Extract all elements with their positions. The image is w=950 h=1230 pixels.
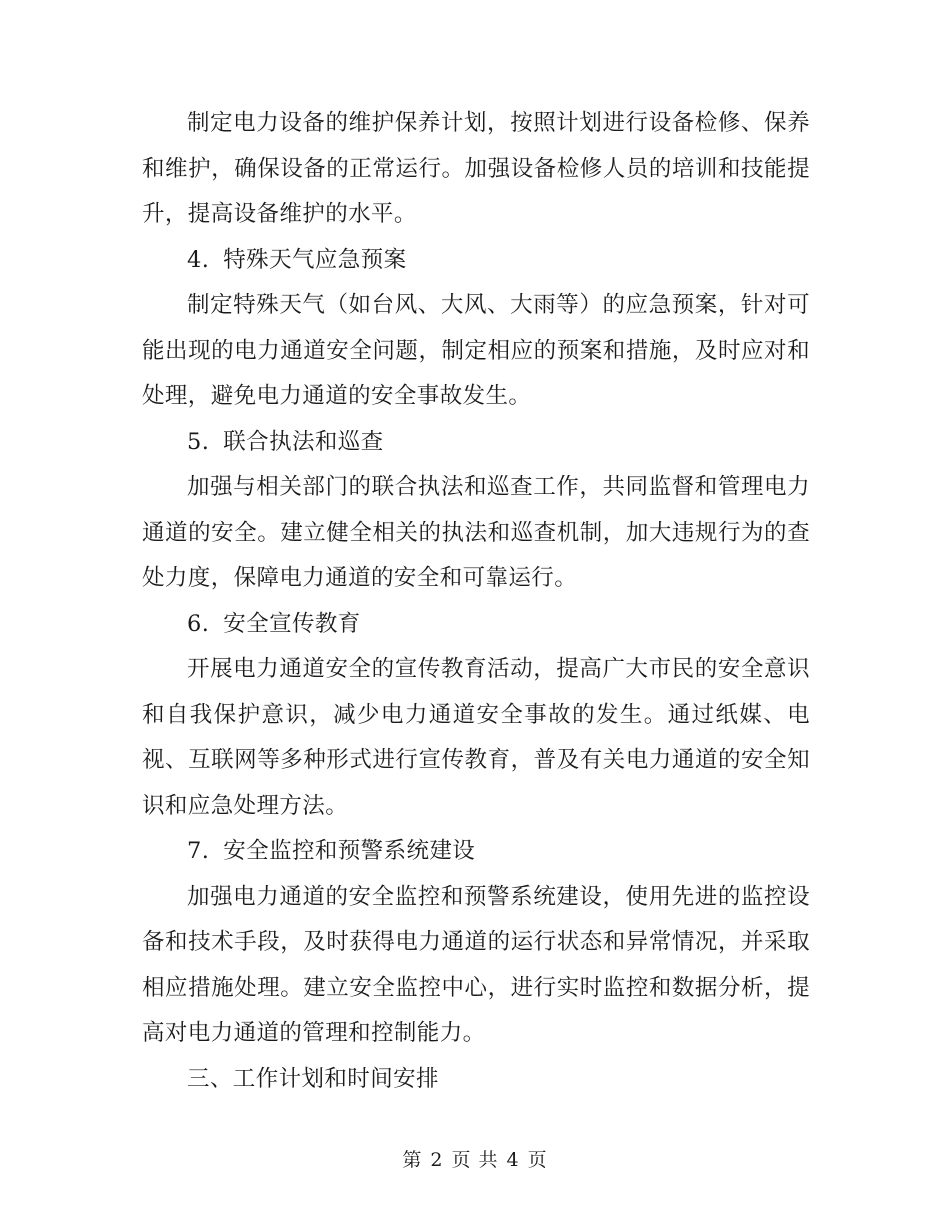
paragraph-joint-enforcement: 加强与相关部门的联合执法和巡查工作，共同监督和管理电力通道的安全。建立健全相关的执法和巡查机制，加大违规行为的查处力度，保障电力通道的安全和可靠运行。 xyxy=(142,474,810,591)
footer-suffix: 页 xyxy=(527,1149,548,1171)
section-title: 安全监控和预警系统建设 xyxy=(223,838,476,864)
page-footer xyxy=(0,1145,950,1172)
paragraph-safety-education: 开展电力通道安全的宣传教育活动，提高广大市民的安全意识和自我保护意识，减少电力通道安全事故的发生。通过纸媒、电视、互联网等多种形式进行宣传教育，普及有关电力通道的安全知识和应急处理方法。 xyxy=(142,656,810,819)
document-body xyxy=(142,101,810,1102)
section-heading-7 xyxy=(142,829,810,875)
section-heading-6 xyxy=(142,602,810,648)
total-pages-number: 4 xyxy=(506,1149,520,1171)
footer-prefix: 第 xyxy=(402,1149,423,1171)
section-number: 6. xyxy=(187,610,210,637)
paragraph-maintenance-plan: 制定电力设备的维护保养计划，按照计划进行设备检修、保养和维护，确保设备的正常运行。加强设备检修人员的培训和技能提升，提高设备维护的水平。 xyxy=(142,110,810,227)
section-title: 安全宣传教育 xyxy=(223,610,361,637)
section-heading-4 xyxy=(142,238,810,284)
section-title: 特殊天气应急预案 xyxy=(223,246,407,273)
paragraph-weather-emergency: 制定特殊天气（如台风、大风、大雨等）的应急预案，针对可能出现的电力通道安全问题，制定相应的预案和措施，及时应对和处理，避免电力通道的安全事故发生。 xyxy=(142,292,810,409)
chapter-heading-3 xyxy=(142,1057,810,1103)
paragraph-monitoring-system: 加强电力通道的安全监控和预警系统建设，使用先进的监控设备和技术手段，及时获得电力通道的运行状态和异常情况，并采取相应措施处理。建立安全监控中心，进行实时监控和数据分析，提高对电力通道的管理和控制能力。 xyxy=(142,883,810,1046)
current-page-number: 2 xyxy=(430,1149,444,1171)
footer-middle: 页 共 xyxy=(451,1149,499,1171)
chapter-title: 三、工作计划和时间安排 xyxy=(187,1065,439,1092)
section-number: 5. xyxy=(187,428,210,455)
section-number: 4. xyxy=(187,246,210,273)
section-title: 联合执法和巡查 xyxy=(223,428,384,455)
section-heading-5 xyxy=(142,420,810,466)
section-number: 7. xyxy=(187,838,210,864)
